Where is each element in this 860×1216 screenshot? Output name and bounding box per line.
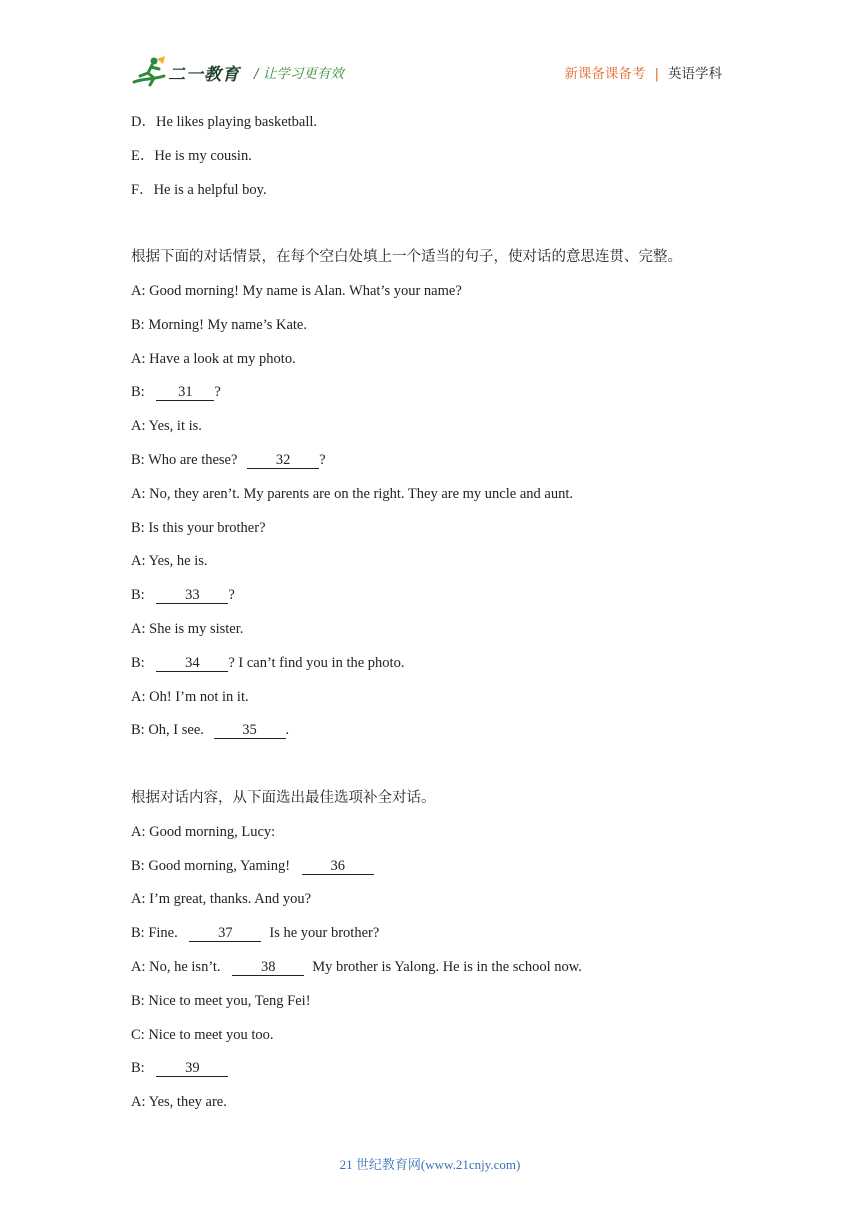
dialogue-line: A: I’m great, thanks. And you?	[131, 891, 312, 908]
section2-instruction: 根据下面的对话情景，在每个空白处填上一个适当的句子，使对话的意思连贯、完整。	[131, 249, 682, 266]
blank-31: 31	[156, 384, 214, 401]
dialogue-line: A: Good morning! My name is Alan. What’s your name?	[131, 282, 462, 299]
dialogue-line: C: Nice to meet you too.	[131, 1026, 274, 1043]
dialogue-line: A: Have a look at my photo.	[131, 350, 296, 367]
line-head: B: Good morning, Yaming!	[131, 857, 291, 874]
blank-39: 39	[156, 1060, 228, 1077]
header-subject: 英语学科	[668, 66, 722, 82]
dialogue-line	[131, 856, 731, 890]
speaker: B:	[131, 384, 145, 401]
line-head: B: Who are these?	[131, 451, 238, 468]
option-d: D．He likes playing basketball.	[131, 114, 318, 130]
option-f: F．He is a helpful boy.	[131, 181, 267, 198]
blank-34: 34	[156, 655, 228, 672]
header-course: 新课备课备考	[564, 66, 646, 82]
line-tail: ?	[228, 587, 235, 604]
dialogue-line: B: Morning! My name’s Kate.	[131, 316, 307, 333]
blank-38: 38	[232, 959, 304, 976]
dialogue-line: A: Good morning, Lucy:	[131, 823, 276, 840]
dialogue-line	[131, 585, 731, 619]
blank-33: 33	[156, 587, 228, 604]
dialogue-line	[131, 1058, 731, 1092]
blank-37: 37	[189, 925, 261, 942]
dialogue-line: A: She is my sister.	[131, 620, 244, 637]
footer-link[interactable]: 21 世纪教育网(www.21cnjy.com)	[339, 1157, 521, 1172]
dialogue-line: B: Is this your brother?	[131, 519, 266, 536]
page-header	[0, 0, 860, 100]
line-head: B: Fine.	[131, 925, 178, 942]
line-tail: ? I can’t find you in the photo.	[228, 654, 405, 671]
header-separator: |	[654, 66, 659, 82]
blank-32: 32	[247, 452, 319, 469]
section3-instruction: 根据对话内容，从下面选出最佳选项补全对话。	[131, 789, 436, 806]
header-slogan: / 让学习更有效	[254, 66, 344, 82]
blank-36: 36	[302, 858, 374, 875]
speaker: B:	[131, 654, 145, 671]
line-tail: My brother is Yalong. He is in the school now.	[312, 958, 582, 975]
dialogue-line	[131, 382, 731, 416]
blank-35: 35	[214, 722, 286, 739]
dialogue-line	[131, 720, 731, 754]
dialogue-line: A: Yes, it is.	[131, 418, 202, 435]
logo-text: 二一教育	[168, 65, 240, 85]
dialogue-line: A: Yes, he is.	[131, 553, 208, 570]
option-e: E．He is my cousin.	[131, 147, 252, 164]
line-tail: ?	[319, 451, 326, 468]
dialogue-line: B: Nice to meet you, Teng Fei!	[131, 992, 311, 1009]
dialogue-line: A: Oh! I’m not in it.	[131, 688, 249, 705]
dialogue-line	[131, 653, 731, 687]
dialogue-line: A: No, they aren’t. My parents are on the right. They are my uncle and aunt.	[131, 485, 573, 502]
line-head: A: No, he isn’t.	[131, 958, 221, 975]
line-tail: Is he your brother?	[269, 925, 380, 942]
header-right	[564, 62, 722, 82]
line-tail: ?	[214, 384, 221, 401]
dialogue-line	[131, 450, 731, 484]
dialogue-line: A: Yes, they are.	[131, 1094, 227, 1111]
speaker: B:	[131, 1060, 145, 1077]
speaker: B:	[131, 587, 145, 604]
line-tail: .	[285, 722, 290, 739]
line-head: B: Oh, I see.	[131, 722, 204, 739]
dialogue-line	[131, 923, 731, 957]
document-body	[131, 112, 731, 1126]
dialogue-line	[131, 957, 731, 991]
